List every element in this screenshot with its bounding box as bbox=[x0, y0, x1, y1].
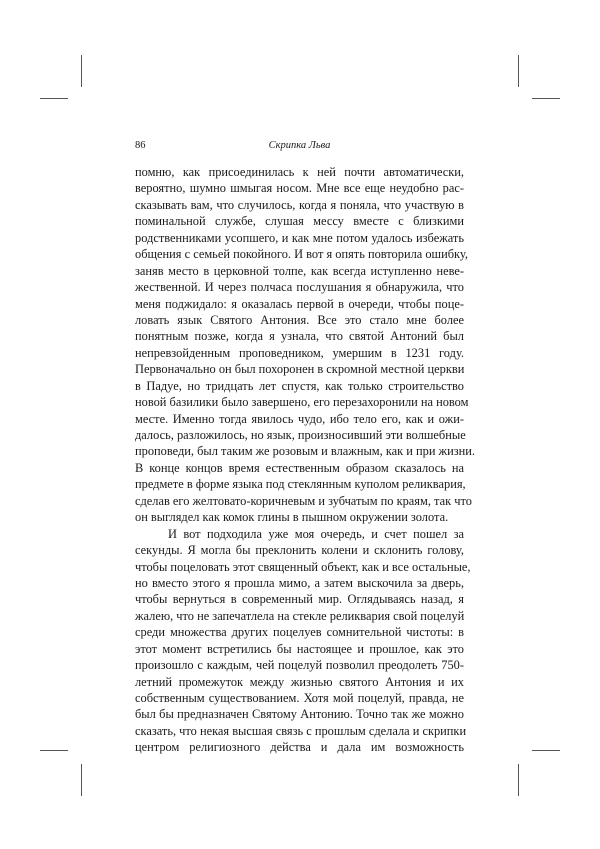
text-line: чтобы поцеловать этот священный объект, как и все остальные, bbox=[135, 559, 471, 574]
crop-mark bbox=[40, 98, 68, 99]
text-line: был бы предназначен Святому Антонию. Точно так же можно bbox=[135, 707, 464, 722]
crop-mark bbox=[81, 764, 82, 796]
text-line: новой базилики было завершено, его перезахоронили на новом bbox=[135, 395, 469, 410]
text-line: он выглядел как комок глины в пышном окружении золота. bbox=[135, 510, 449, 525]
crop-mark bbox=[518, 55, 519, 87]
text-line: сделав его желтовато-коричневым и зубчатым по краям, так что bbox=[135, 493, 472, 508]
text-line: чтобы вернуться в современный мир. Оглядываясь назад, я bbox=[135, 592, 464, 607]
text-line: летний промежуток между жизнью святого Антония и их bbox=[135, 674, 464, 689]
text-line: общения с семьей покойного. И вот я опять повторила ошибку, bbox=[135, 247, 468, 262]
text-line: но вместо этого я прошла мимо, а затем выскочила за дверь, bbox=[135, 575, 464, 590]
text-line: поминальной службе, слушая мессу вместе с близкими bbox=[135, 214, 464, 229]
crop-mark bbox=[532, 750, 560, 751]
text-line: жалею, что не запечатлела на стекле реликвария свой поцелуй bbox=[135, 608, 465, 623]
crop-mark bbox=[81, 55, 82, 87]
text-line: жественной. И через полчаса послушания я обнаружила, что bbox=[135, 280, 464, 295]
text-line: в Падуе, но тридцать лет спустя, как только строительство bbox=[135, 378, 464, 393]
text-line: В конце концов время естественным образом сказалось на bbox=[135, 460, 464, 475]
text-line: центром религиозного действа и дала им возможность bbox=[135, 740, 464, 755]
text-line: далось, разложилось, но язык, произносивший эти волшебные bbox=[135, 428, 466, 442]
text-line: месте. Именно тогда явилось чудо, ибо тело его, как и ожи- bbox=[135, 411, 464, 426]
page-header bbox=[135, 140, 464, 156]
text-line: родственниками усопшего, и как мне потом удалось избежать bbox=[135, 230, 464, 245]
text-line: произошло с каждым, чей поцелуй позволил преодолеть 750- bbox=[135, 658, 464, 673]
text-line: непревзойденным проповедником, умершим в 1231 году. bbox=[135, 345, 464, 360]
running-title: Скрипка Льва bbox=[268, 140, 331, 151]
text-line: И вот подходила уже моя очередь, и счет пошел за bbox=[168, 526, 464, 541]
text-line: меня поджидало: я оказалась первой в очереди, чтобы поце- bbox=[135, 296, 464, 311]
text-line: среди множества других поцелуев сомнительной чистоты: в bbox=[135, 625, 464, 640]
crop-mark bbox=[518, 764, 519, 796]
text-line: вероятно, шумно шмыгая носом. Мне все еще неудобно рас- bbox=[135, 181, 464, 196]
crop-mark bbox=[532, 98, 560, 99]
text-line: заняв место в церковной толпе, как всегда иступленно неве- bbox=[135, 263, 464, 278]
text-line: понятным позже, когда я узнала, что святой Антоний был bbox=[135, 329, 464, 344]
body-text bbox=[135, 164, 476, 756]
text-line: секунды. Я могла бы преклонить колени и склонить голову, bbox=[135, 543, 464, 558]
text-line: собственным существованием. Хотя мой поцелуй, правда, не bbox=[135, 691, 464, 705]
text-line: сказать, что некая высшая связь с прошлым сделала и скрипки bbox=[135, 723, 467, 738]
text-line: этот момент встретились бы настоящее и прошлое, как это bbox=[135, 641, 464, 656]
text-line: сказывать вам, что случилось, когда я поняла, что участвую в bbox=[135, 197, 464, 212]
text-line: помню, как присоединилась к ней почти автоматически, bbox=[135, 165, 464, 179]
text-line: предмете в форме языка под стеклянным куполом реликвария, bbox=[135, 477, 466, 492]
crop-mark bbox=[40, 750, 68, 751]
text-line: Первоначально он был похоронен в скромной местной церкви bbox=[135, 362, 465, 377]
page-number: 86 bbox=[135, 140, 146, 151]
text-line: ловать язык Святого Антония. Все это стало мне более bbox=[135, 312, 464, 327]
text-line: проповеди, был таким же розовым и влажным, как и при жизни. bbox=[135, 444, 476, 459]
